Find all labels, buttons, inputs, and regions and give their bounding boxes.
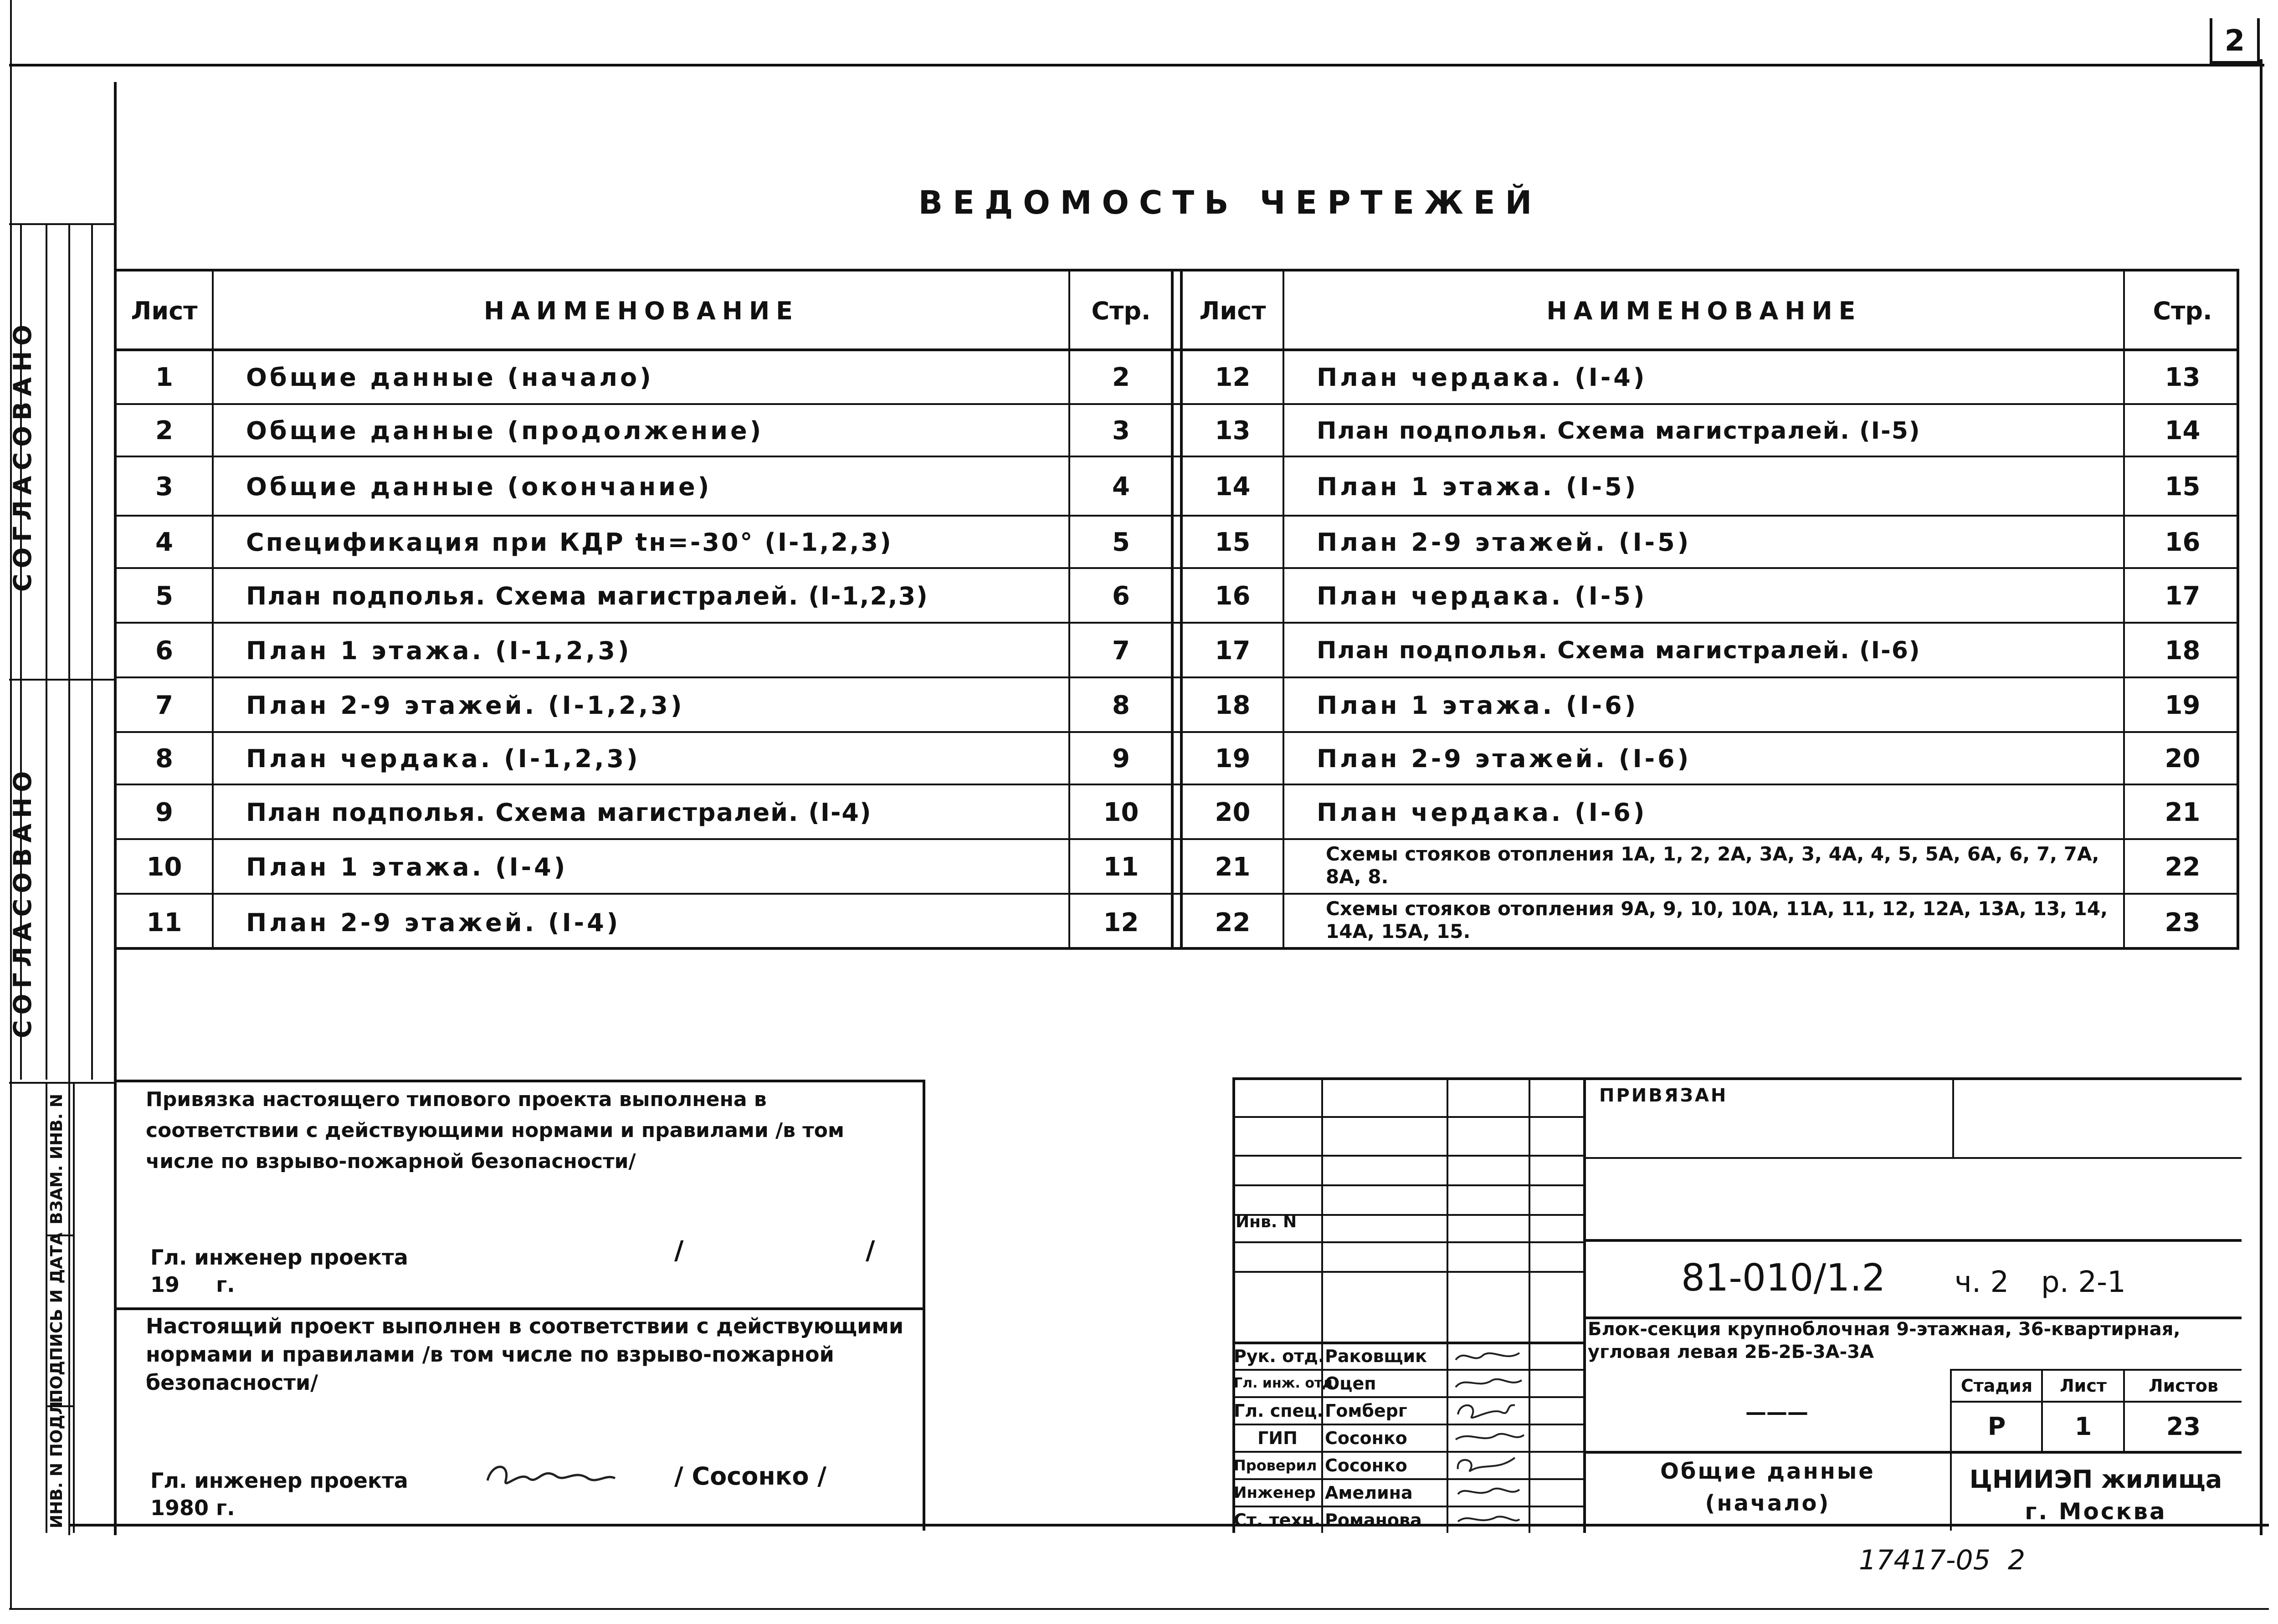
left-row-page: 9	[1112, 744, 1130, 774]
tb-section: р. 2-1	[2041, 1265, 2126, 1299]
tb-row-line	[1232, 1271, 1583, 1273]
tb-sheets-label: Листов	[2149, 1375, 2218, 1396]
compliance-engineer-label: Гл. инженер проекта	[150, 1468, 408, 1493]
col-line	[212, 269, 214, 950]
right-row-sheet: 20	[1215, 797, 1251, 827]
tb-row-line	[1232, 1155, 1583, 1157]
tb-row-line	[1232, 1241, 1583, 1243]
right-row-page: 20	[2165, 744, 2201, 774]
frame-right-line	[2260, 59, 2263, 1535]
frame-top-line	[9, 64, 2264, 67]
tb-name: Гомберг	[1325, 1400, 1407, 1421]
tb-sheets-value: 23	[2166, 1412, 2201, 1441]
left-row-name: План 1 этажа. (I-1,2,3)	[246, 636, 632, 665]
left-row-page: 6	[1112, 581, 1130, 611]
header-sheet-left: Лист	[131, 297, 198, 325]
tb-bound-label: ПРИВЯЗАН	[1599, 1085, 1728, 1106]
right-row-name: План чердака. (I-4)	[1317, 363, 1647, 392]
row-line	[114, 622, 2239, 624]
tb-org-2: г. Москва	[2025, 1498, 2167, 1525]
right-row-name: План чердака. (I-5)	[1317, 581, 1647, 610]
left-row-sheet: 10	[146, 852, 182, 882]
right-row-page: 18	[2165, 635, 2201, 666]
col-line	[1171, 269, 1174, 950]
left-row-sheet: 3	[155, 471, 173, 502]
tb-inv-label: Инв. N	[1236, 1213, 1297, 1231]
tb-sheet-label: Лист	[2060, 1375, 2107, 1396]
right-row-name: План 2-9 этажей. (I-6)	[1317, 744, 1692, 773]
right-row-page: 16	[2165, 528, 2201, 557]
tb-project-code: 81-010/1.2	[1681, 1256, 1886, 1300]
row-line	[114, 784, 2239, 785]
tb-part: ч. 2	[1955, 1265, 2009, 1299]
bottom-code: 17417-05 2	[1859, 1544, 2026, 1576]
left-row-name: Общие данные (начало)	[246, 363, 654, 392]
row-line	[114, 456, 2239, 457]
right-row-name: Схемы стояков отопления 1А, 1, 2, 2А, 3А, 3, 4А, 4, 5, 5А, 6А, 6, 7, 7А, 8А, 8.	[1326, 843, 2099, 888]
binding-slash-1: /	[674, 1235, 684, 1265]
right-row-name: План подполья. Схема магистралей. (I-5)	[1317, 417, 1921, 445]
compliance-engineer-name: / Сосонко /	[674, 1461, 826, 1491]
left-row-name: План подполья. Схема магистралей. (I-1,2,3)	[246, 581, 929, 610]
staff-signatures	[1451, 1344, 1526, 1531]
tb-role: Ст. техн.	[1234, 1510, 1321, 1530]
agreed-label-top: СОГЛАСОВАНО	[8, 319, 37, 592]
notes-mid-line	[114, 1307, 925, 1310]
left-row-sheet: 11	[146, 908, 182, 938]
right-row-name: Схемы стояков отопления 9А, 9, 10, 10А, 11А, 11, 12, 12А, 13А, 13, 14, 14А, 15А, 15.	[1326, 897, 2108, 943]
left-row-sheet: 8	[155, 744, 173, 774]
row-line	[114, 676, 2239, 678]
tb-line	[1583, 1451, 2242, 1454]
compliance-note-text: Настоящий проект выполнен в соответствии с действующими нормами и правилами /в том числе по взрыво-пожарной безопасности/	[146, 1314, 904, 1395]
binding-note-text: Привязка настоящего типового проекта выполнена в соответствии с действующими нормами и правилами /в том числе по взрыво-пожарной безопасности/	[146, 1088, 844, 1173]
left-row-sheet: 5	[155, 581, 173, 611]
side-strip-bottom	[9, 1082, 114, 1084]
tb-row-line	[1232, 1116, 1583, 1118]
engineer-signature	[483, 1453, 620, 1499]
col-line	[1283, 269, 1284, 950]
left-row-sheet: 1	[155, 362, 173, 392]
page-bottom-line	[9, 1608, 2269, 1610]
right-row-sheet: 14	[1215, 471, 1251, 502]
tb-description: Блок-секция крупноблочная 9-этажная, 36-квартирная, угловая левая 2Б-2Б-3А-3А	[1588, 1319, 2181, 1363]
left-row-sheet: 9	[155, 797, 173, 827]
left-row-page: 3	[1112, 416, 1130, 446]
row-line	[114, 838, 2239, 840]
tb-stage-label: Стадия	[1960, 1375, 2033, 1396]
right-row-page: 17	[2165, 581, 2201, 611]
tb-name: Сосонко	[1325, 1455, 1407, 1475]
tb-col	[2041, 1369, 2043, 1451]
compliance-date-label: 1980 г.	[150, 1496, 235, 1520]
tb-dash: ———	[1745, 1400, 1808, 1424]
header-name-left: НАИМЕНОВАНИЕ	[483, 297, 800, 325]
tb-col	[1950, 1369, 1952, 1531]
tb-col-line	[1447, 1077, 1448, 1533]
right-row-name: План 1 этажа. (I-5)	[1317, 472, 1639, 501]
row-line	[114, 403, 2239, 405]
tb-line	[1583, 1157, 2242, 1159]
left-row-page: 12	[1103, 908, 1139, 938]
tb-col	[2123, 1369, 2125, 1451]
corner-page-number: 2	[2224, 24, 2245, 58]
side-strip-top	[9, 223, 114, 225]
tb-role: Инженер	[1234, 1483, 1316, 1502]
tb-name: Амелина	[1325, 1482, 1413, 1503]
left-row-sheet: 7	[155, 690, 173, 720]
side-strip-line-4	[91, 223, 93, 1080]
inv-orig-label: ИНВ. N ПОДЛ.	[47, 1395, 66, 1528]
tb-role: Рук. отд.	[1234, 1346, 1325, 1366]
right-row-sheet: 22	[1215, 908, 1251, 938]
tb-name: Романова	[1325, 1510, 1422, 1530]
binding-engineer-label: Гл. инженер проекта	[150, 1245, 408, 1270]
right-row-sheet: 16	[1215, 581, 1251, 611]
right-row-sheet: 13	[1215, 416, 1251, 446]
sign-date-label: ПОДПИСЬ И ДАТА	[47, 1232, 66, 1403]
right-row-sheet: 17	[1215, 635, 1251, 666]
left-row-sheet: 6	[155, 635, 173, 666]
left-row-name: Общие данные (продолжение)	[246, 416, 764, 445]
tb-bound-divider	[1952, 1077, 1954, 1157]
right-row-page: 23	[2165, 908, 2201, 938]
right-row-name: План чердака. (I-6)	[1317, 798, 1647, 827]
left-row-page: 8	[1112, 690, 1130, 720]
agreed-label-bottom: СОГЛАСОВАНО	[8, 765, 37, 1039]
left-row-page: 11	[1103, 852, 1139, 882]
left-row-sheet: 4	[155, 528, 173, 557]
right-row-page: 21	[2165, 797, 2201, 827]
left-row-name: Общие данные (окончание)	[246, 472, 712, 501]
tb-role: ГИП	[1257, 1428, 1298, 1448]
notes-right-line	[923, 1080, 925, 1531]
binding-slash-2: /	[866, 1235, 875, 1265]
right-row-page: 19	[2165, 690, 2201, 720]
right-row-sheet: 19	[1215, 744, 1251, 774]
right-row-page: 14	[2165, 416, 2201, 446]
right-row-sheet: 15	[1215, 528, 1251, 557]
left-row-page: 5	[1112, 528, 1130, 557]
tb-name: Оцеп	[1325, 1373, 1376, 1393]
right-row-page: 15	[2165, 471, 2201, 502]
col-line	[1068, 269, 1070, 950]
col-line	[2123, 269, 2125, 950]
right-row-sheet: 12	[1215, 362, 1251, 392]
stamp-col-line-2	[73, 1082, 75, 1533]
row-line	[114, 893, 2239, 895]
tb-role: Гл. инж. отд.	[1234, 1375, 1339, 1391]
tb-row-line	[1232, 1184, 1583, 1186]
tb-doc-title-1: Общие данные	[1660, 1459, 1875, 1484]
left-row-name: План 2-9 этажей. (I-1,2,3)	[246, 691, 685, 720]
side-strip-line-2	[46, 223, 47, 1080]
row-line	[114, 515, 2239, 517]
left-row-page: 2	[1112, 362, 1130, 392]
inv-replace-label: ВЗАМ. ИНВ. N	[47, 1094, 66, 1225]
tb-name: Раковщик	[1325, 1346, 1427, 1366]
right-row-name: План подполья. Схема магистралей. (I-6)	[1317, 637, 1921, 664]
left-row-sheet: 2	[155, 416, 173, 446]
tb-role: Проверил	[1234, 1456, 1317, 1474]
left-row-page: 4	[1112, 471, 1130, 502]
tb-sheet-value: 1	[2074, 1412, 2092, 1441]
tb-col-line	[1529, 1077, 1530, 1533]
left-row-name: План подполья. Схема магистралей. (I-4)	[246, 798, 872, 827]
side-strip-line-3	[68, 223, 70, 1535]
tb-line	[1583, 1239, 2242, 1242]
left-row-page: 10	[1103, 797, 1139, 827]
page-title: ВЕДОМОСТЬ ЧЕРТЕЖЕЙ	[918, 184, 1542, 221]
left-row-name: План 2-9 этажей. (I-4)	[246, 908, 621, 937]
right-row-sheet: 18	[1215, 690, 1251, 720]
header-page-left: Стр.	[1091, 297, 1151, 325]
notes-top-line	[114, 1080, 925, 1082]
row-line	[114, 567, 2239, 569]
left-row-name: Спецификация при КДР tн=-30° (I-1,2,3)	[246, 528, 893, 557]
right-row-name: План 2-9 этажей. (I-5)	[1317, 528, 1692, 557]
side-strip-mid	[9, 679, 114, 681]
tb-role: Гл. спец.	[1234, 1400, 1324, 1421]
tb-stage-value: Р	[1987, 1412, 2006, 1441]
header-page-right: Стр.	[2153, 297, 2212, 325]
left-row-name: План чердака. (I-1,2,3)	[246, 744, 641, 773]
left-row-name: План 1 этажа. (I-4)	[246, 852, 568, 881]
right-row-page: 13	[2165, 362, 2201, 392]
header-name-right: НАИМЕНОВАНИЕ	[1546, 297, 1862, 325]
tb-name: Сосонко	[1325, 1428, 1407, 1448]
tb-doc-title-2: (начало)	[1705, 1491, 1831, 1516]
row-line	[114, 731, 2239, 733]
tb-org-1: ЦНИИЭП жилища	[1969, 1465, 2222, 1494]
right-row-sheet: 21	[1215, 852, 1251, 882]
right-row-name: План 1 этажа. (I-6)	[1317, 691, 1639, 720]
header-sheet-right: Лист	[1199, 297, 1266, 325]
left-row-page: 7	[1112, 635, 1130, 666]
tb-col-line	[1321, 1077, 1323, 1533]
right-row-page: 22	[2165, 852, 2201, 882]
binding-date-label: 19 г.	[150, 1272, 235, 1297]
